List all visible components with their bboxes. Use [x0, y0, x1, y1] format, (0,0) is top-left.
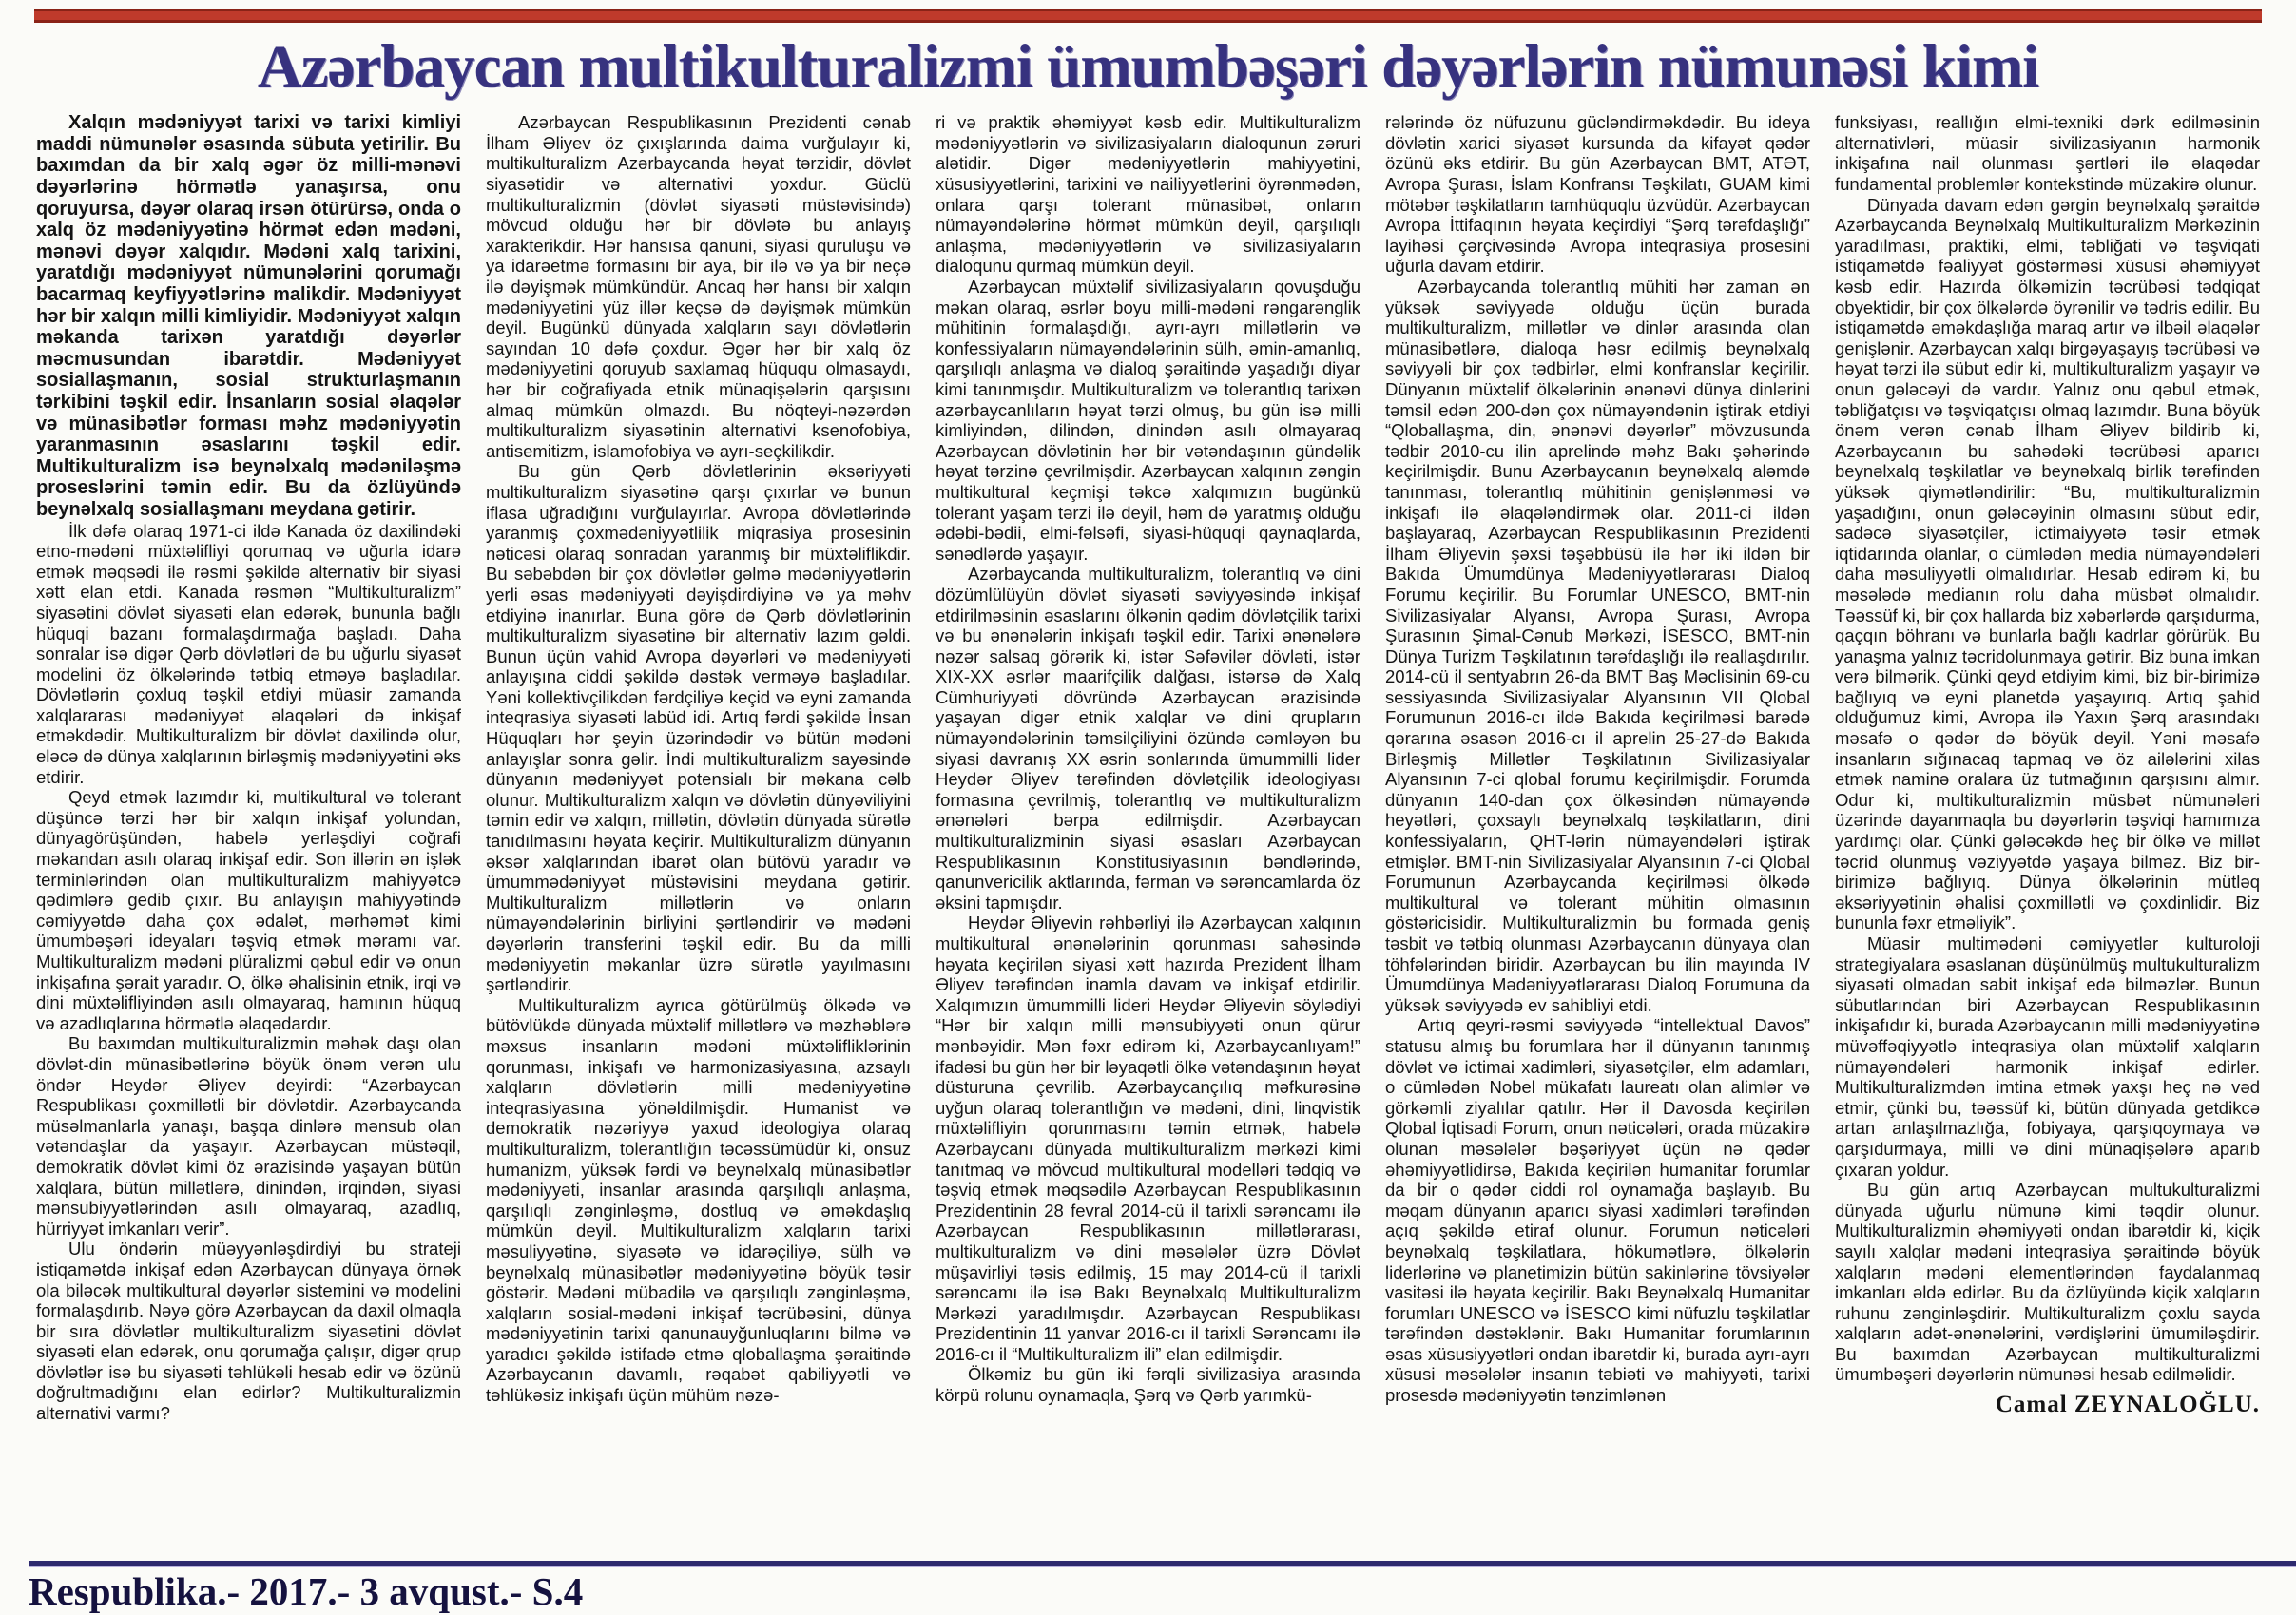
paragraph: Heydər Əliyevin rəhbərliyi ilə Azərbaycan xalqının multikultural ənənələrinin qorunması sahəsində həyata keçirilən siyasi xətt hazırda Prezident İlham Əliyev tərəfindən inamla davam və inkişaf etdirilir. Xalqımızın ümummilli lideri Heydər Əliyevin söylədiyi “Hər bir xalqın milli mənsubiyyəti onun qürur mənbəyidir. Mən fəxr edirəm ki, Azərbaycanlıyam!” ifadəsi bu gün hər bir ləyaqətli ölkə vətəndaşının həyat düsturuna çevrilib. Azərbaycançılıq məfkurəsinə uyğun olaraq tolerantlığın və mədəni, dini, linqvistik müxtəlifliyin qorunmasını təmin etmək, habelə Azərbaycanı dünyada multikulturalizm mərkəzi kimi tanıtmaq və mövcud multikultural modelləri tədqiq və təşviq etmək məqsədilə Azərbaycan Respublikasının Prezidentinin 28 fevral 2014-cü il tarixli sərəncamı ilə Azərbaycan Respublikasının millətlərarası, multikulturalizm və dini məsələlər üzrə Dövlət müşavirliyi təsis edilmiş, 15 may 2014-cü il tarixli sərəncamı ilə isə Bakı Beynəlxalq Multikulturalizm Mərkəzi yaradılmışdır. Azərbaycan Respublikası Prezidentinin 11 yanvar 2016-cı il tarixli Sərəncamı ilə 2016-cı il “Multikulturalizm ili” elan edilmişdir. [936, 913, 1360, 1364]
paragraph: Azərbaycanda multikulturalizm, tolerantlıq və dini dözümlülüyün dövlət siyasəti səviyyəsində inkişaf etdirilməsinin əsaslarını ölkənin qədim dövlətçilik tarixi və bu ənənələrin inkişafı təşkil edir. Tarixi ənənələrə nəzər salsaq görərik ki, istər Səfəvilər dövləti, istər XIX-XX əsrlər maarifçilik dalğası, istərsə də Xalq Cümhuriyyəti dövründə Azərbaycan ərazisində yaşayan digər etnik xalqlar və dini qrupların nümayəndələrinin təmsilçiliyini özündə cəmləyən bu siyasi davranış XX əsrin sonlarında ümummilli lider Heydər Əliyev tərəfindən dövlətçilik ideologiyası formasına çevrilmiş, tolerantlıq və multikulturalizm ənənələri bərpa edilmişdir. Azərbaycan multikulturalizminin siyasi əsasları Azərbaycan Respublikasının Konstitusiyasının bəndlərində, qanunvericilik aktlarında, fərman və sərəncamlarda öz əksini tapmışdır. [936, 564, 1360, 913]
paragraph: Azərbaycanda tolerantlıq mühiti hər zaman ən yüksək səviyyədə olduğu üçün burada multikulturalizm, millətlər və dinlər arasında olan münasibətlərə, dialoqa həsr edilmiş beynəlxalq səviyyəli bir çox tədbirlər, elmi konfranslar keçirilir. Dünyanın müxtəlif ölkələrinin ənənəvi dünya dinlərini təmsil edən 200-dən çox nümayəndənin iştirak etdiyi “Qloballaşma, din, ənənəvi dəyərlər” mövzusunda tədbir 2010-cu ilin aprelində məhz Bakı şəhərində keçirilmişdir. Bunu Azərbaycanın beynəlxalq aləmdə tanınması, tolerantlıq mühitinin genişlənməsi və inkişafı ilə əlaqələndirmək olar. 2011-ci ildən başlayaraq, Azərbaycan Respublikasının Prezidenti İlham Əliyevin şəxsi təşəbbüsü ilə hər iki ildən bir Bakıda Ümumdünya Mədəniyyətlərarası Dialoq Forumu keçirilir. Bu Forumlar UNESCO, BMT-nin Sivilizasiyalar Alyansı, Avropa Şurası, Avropa Şurasının Şimal-Cənub Mərkəzi, İSESCO, BMT-nin Dünya Turizm Təşkilatının tərəfdaşlığı ilə reallaşdırılır. 2014-cü il sentyabrın 26-da BMT Baş Məclisinin 69-cu sessiyasında Sivilizasiyalar Alyansının VII Qlobal Forumunun 2016-cı ildə Bakıda keçirilməsi barədə qərarına əsasən 2016-cı il aprelin 25-27-də Bakıda Birləşmiş Millətlər Təşkilatının Sivilizasiyalar Alyansının 7-ci qlobal forumu keçirilmişdir. Forumda dünyanın 140-dan çox ölkəsindən nümayəndə heyətləri, çoxsaylı beynəlxalq təşkilatların, dini konfessiyaların, QHT-lərin nümayəndələri iştirak etmişlər. BMT-nin Sivilizasiyalar Alyansının 7-ci Qlobal Forumunun Azərbaycanda keçirilməsi ölkədə multikultural və tolerant mühitin olmasının göstəricisidir. Multikulturalizmin bu formada geniş təsbit və tətbiq olunması Azərbaycanın dünyaya olan töhfələrindən biridir. Azərbaycan bu ilin mayında IV Ümumdünya Mədəniyyətlərarası Dialoq Forumuna da yüksək səviyyədə ev sahibliyi etdi. [1385, 277, 1810, 1015]
paragraph: Multikulturalizm ayrıca götürülmüş ölkədə və bütövlükdə dünyada müxtəlif millətlərə və məzhəblərə məxsus insanların mədəni müxtəlifliklərinin qorunması, inkişafı və harmonizasiyasına, azsaylı xalqların dövlətlərin milli mədəniyyətinə inteqrasiyasına yönəldilmişdir. Humanist və demokratik nəzəriyyə yaxud ideologiya olaraq multikulturalizm, tolerantlığın təcəssümüdür ki, onsuz humanizm, yüksək fərdi və beynəlxalq münasibətlər mədəniyyəti, insanlar arasında qarşılıqlı anlaşma, qarşılıqlı zənginləşmə, dostluq və əməkdaşlıq mümkün deyil. Multikulturalizm xalqların tarixi məsuliyyətinə, siyasətə və idarəçiliyə, sülh və beynəlxalq münasibətlər mədəniyyətinə böyük təsir göstərir. Mədəni mübadilə və qarşılıqlı zənginləşmə, xalqların sosial-mədəni inkişaf təcrübəsini, dünya mədəniyyətinin tarixi qanunauyğunluqlarını bilmə və yaradıcı şəkildə istifadə etmə qloballaşma şəraitində Azərbaycanın davamlı, rəqabət qabiliyyətli və təhlükəsiz inkişafı üçün mühüm nəzə- [486, 994, 911, 1406]
paragraph: Ölkəmiz bu gün iki fərqli sivilizasiya arasında körpü rolunu oynamaqla, Şərq və Qərb yarımkü- [936, 1364, 1360, 1406]
paragraph: Qeyd etmək lazımdır ki, multikultural və tolerant düşüncə tərzi hər bir xalqın inkişaf yolundan, dünyagörüşündən, habelə yerləşdiyi coğrafi məkandan asılı olaraq inkişaf edir. Son illərin ən işlək terminlərindən olan multikulturalizm mahiyyətcə qədimlərə gedib çıxır. Bu anlayışın mahiyyətində cəmiyyətdə daha çox ədalət, mərhəmət kimi ümumbəşəri ideyaları təşviq etmək məramı var. Multikulturalizm mədəni plüralizmi qəbul edir və onun inkişafına şərait yaradır. O, ölkə əhalisinin etnik, irqi və dini müxtəlifliyindən asılı olmayaraq, hamının hüquq və azadlıqlarına hörmətlə əlaqədardır. [36, 787, 461, 1033]
column-1 [36, 112, 461, 1557]
column-5 [1835, 112, 2260, 1557]
article-headline: Azərbaycan multikulturalizmi ümumbəşəri dəyərlərin nümunəsi kimi [257, 32, 2039, 101]
paragraph-continuation: rələrində öz nüfuzunu gücləndirməkdədir. Bu ideya dövlətin xarici siyasət kursunda da kifayət qədər özünü əks etdirir. Bu gün Azərbaycan BMT, ATƏT, Avropa Şurası, İslam Konfransı Təşkilatı, GUAM kimi mötəbər təşkilatların tamhüquqlu üzvüdür. Azərbaycan Avropa İttifaqının həyata keçirdiyi “Şərq tərəfdaşlığı” layihəsi çərçivəsində Avropa inteqrasiya prosesini uğurla davam etdirir. [1385, 112, 1810, 277]
paragraph-continuation: funksiyası, reallığın elmi-texniki dərk edilməsinin alternativləri, müasir sivilizasiyanın harmonik inkişafına nail olunması şərtləri ilə əlaqədar fundamental problemlər kontekstində müzakirə olunur. [1835, 112, 2260, 195]
paragraph: Müasir multimədəni cəmiyyətlər kulturoloji strategiyalara əsaslanan düşünülmüş multukulturalizm siyasəti olmadan sabit inkişaf edə bilməzlər. Bunun sübutlarından biri Azərbaycan Respublikasının inkişafıdır ki, burada Azərbaycanın milli mədəniyyətinə müvəffəqiyyətlə inteqrasiya olan müxtəlif xalqların nümayəndələri harmonik inkişaf edirlər. Multikulturalizmdən imtina etmək yaxşı heç nə vəd etmir, çünki bu, təəssüf ki, bütün dünyada getdikcə artan anlaşılmazlığa, fobiyaya, qarşıqoymaya və qarşıdurmaya, milli və dini münaqişələrə aparıb çıxaran yoldur. [1835, 933, 2260, 1180]
paragraph-continuation: ri və praktik əhəmiyyət kəsb edir. Multikulturalizm mədəniyyətlərin və sivilizasiyaların dialoqunun zəruri alətidir. Digər mədəniyyətlərin mahiyyətini, xüsusiyyətlərini, tarixini və nailiyyətlərini öyrənmədən, onlara qarşı tolerant münasibət, onların nümayəndələrinə hörmət mümkün deyil, qarşılıqlı anlaşma, mədəniyyətlərin və sivilizasiyaların dialoqunu qurmaq mümkün deyil. [936, 112, 1360, 277]
paragraph: Bu baxımdan multikulturalizmin məhək daşı olan dövlət-din münasibətlərinə böyük önəm verən ulu öndər Heydər Əliyev deyirdi: “Azərbaycan Respublikası çoxmillətli bir dövlətdir. Azərbaycanda müsəlmanlarla yanaşı, başqa dinlərə mənsub olan vətəndaşlar da yaşayır. Azərbaycan müstəqil, demokratik dövlət kimi öz ərazisində yaşayan bütün xalqlara, bütün millətlərə, dinindən, irqindən, siyasi mənsubiyyətlərindən asılı olmayaraq, azadlıq, hürriyyət imkanları verir”. [36, 1033, 461, 1239]
paragraph: Bu gün Qərb dövlətlərinin əksəriyyəti multikulturalizm siyasətinə qarşı çıxırlar və bunun iflasa uğradığını vurğulayırlar. Avropa dövlətlərində yaranmış çoxmədəniyyətlilik miqrasiya prosesinin nəticəsi olaraq sonradan yaranmış bir müxtəliflikdir. Bu səbəbdən bir çox dövlətlər gəlmə mədəniyyətlərin yerli əsas mədəniyyəti dəyişdirdiyinə və ya məhv etdiyinə inanırlar. Buna görə də Qərb dövlətlərinin multikulturalizm siyasətinə bir alternativ lazım gəldi. Bunun üçün vahid Avropa dəyərləri və mədəniyyəti anlayışına ciddi şəkildə dəstək verməyə başladılar. Yəni kollektivçilikdən fərdçiliyə keçid və eyni zamanda inteqrasiya siyasəti labüd idi. Artıq fərdi şəkildə İnsan Hüquqları hər şeyin üzərindədir və bütün mədəni anlayışlar sonra gəlir. İndi multikulturalizm sayəsində dünyanın mədəniyyət potensialı bir məkana cəlb olunur. Multikulturalizm xalqın və dövlətin dünyəviliyini təmin edir və xalqın, millətin, dövlətin dünyada sürətlə tanıdılmasını həyata keçirir. Multikulturalizm dünyanın əksər xalqlarından ibarət olan bütövü yaradır və ümummədəniyyət müstəvisini meydana gətirir. Multikulturalizm millətlərin və onların nümayəndələrinin birliyini şərtləndirir və mədəni dəyərlərin transferini təşkil edir. Bu da milli mədəniyyətin məkanlar üzrə sürətlə yayılmasını şərtləndirir. [486, 461, 911, 995]
paragraph: Dünyada davam edən gərgin beynəlxalq şəraitdə Azərbaycanda Beynəlxalq Multikulturalizm Mərkəzinin yaradılması, praktiki, elmi, təbliğati və təşviqati istiqamətdə fəaliyyət göstərməsi xüsusi əhəmiyyət kəsb edir. Hazırda ölkəmizin təcrübəsi tədqiqat obyektidir, bir çox ölkələrdə öyrənilir və tədris edilir. Bu istiqamətdə əməkdaşlığa maraq artır və ilbəil əlaqələr genişlənir. Azərbaycan xalqı birgəyaşayış təcrübəsi və həyat tərzi ilə sübut edir ki, multikulturalizm yaşayır və onun gələcəyi də vardır. Yalnız onu qəbul etmək, təbliğatçısı və təşviqatçısı olmaq lazımdır. Buna böyük önəm verən cənab İlham Əliyev bildirib ki, Azərbaycanın bu sahədəki təcrübəsi aparıcı beynəlxalq təşkilatlar və beynəlxalq birlik tərəfindən yüksək qiymətləndirilir: “Bu, multikulturalizmin yaşadığını, onun gələcəyinin olmasını sübut edir, sadəcə siyasətçilər, ictimaiyyətə təsir etmək iqtidarında olanlar, o cümlədən media nümayəndələri daha məsuliyyətli olmalıdırlar. Hesab edirəm ki, bu məsələdə medianın rolu daha müsbət olmalıdır. Təəssüf ki, bir çox hallarda biz xəbərlərdə qarşıdurma, qaçqın böhranı və bunlarla bağlı kadrlar görürük. Bu yanaşma yalnız təcridolunmaya gətirir. Biz buna imkan verə bilmərik. Çünki qeyd etdiyim kimi, biz bir-birimizə bağlıyıq və eyni planetdə yaşayırıq. Artıq şahid olduğumuz kimi, Avropa ilə Yaxın Şərq arasındakı məsafə o qədər də böyük deyil. Yəni məsafə insanların sığınacaq tapmaq və öz ailələrini xilas etmək naminə oralara üz tutmağının qarşısını almır. Odur ki, multikulturalizmin müsbət nümunələri üzərində dayanmaqla bu dəyərlərin təşviqi hamımıza yardımçı olar. Çünki gələcəkdə heç bir ölkə və millət təcrid olunmuş vəziyyətdə yaşaya bilməz. Biz bir-birimizə bağlıyıq. Dünya ölkələrinin mütləq əksəriyyətinin əhalisi çoxmillətli və çoxdinlidir. Biz bununla fəxr etməliyik”. [1835, 194, 2260, 933]
paragraph: Artıq qeyri-rəsmi səviyyədə “intellektual Davos” statusu almış bu forumlara hər il dünyanın tanınmış dövlət və ictimai xadimləri, siyasətçilər, elm adamları, o cümlədən Nobel mükafatı laureatı olan alimlər və görkəmli ziyalılar qatılır. Hər il Davosda keçirilən Qlobal İqtisadi Forum, onun nəticələri, orada müzakirə olunan məsələlər bəşəriyyət üçün nə qədər əhəmiyyətlidirsə, Bakıda keçirilən humanitar forumlar da bir o qədər ciddi rol oynamağa başlayıb. Bu məqam dünyanın aparıcı siyasi xadimləri tərəfindən açıq şəkildə etiraf olunur. Forumun nəticələri beynəlxalq təşkilatlara, hökumətlərə, ölkələrin liderlərinə və planetimizin bütün sakinlərinə tövsiyələr vasitəsi ilə həyata keçirilir. Bakı Beynəlxalq Humanitar forumları UNESCO və İSESCO kimi nüfuzlu təşkilatlar tərəfindən dəstəklənir. Bakı Humanitar forumlarının əsas xüsusiyyətləri ondan ibarətdir ki, burada ayrı-ayrı xüsusi məsələlər insanın təbiəti və mahiyyəti, tarixi prosesdə mədəniyyətin tənzimlənən [1385, 1015, 1810, 1406]
top-red-rule [34, 9, 2262, 23]
paragraph: Azərbaycan müxtəlif sivilizasiyaların qovuşduğu məkan olaraq, əsrlər boyu milli-mədəni rəngarənglik mühitinin formalaşdığı, ayrı-ayrı millətlərin və konfessiyaların nümayəndələrinin sülh, əmin-amanlıq, qarşılıqlı anlaşma və dialoq şəraitində yaşadığı diyar kimi tanınmışdır. Multikulturalizm və tolerantlıq tarixən azərbaycanlıların həyat tərzi olmuş, bu gün isə milli kimliyindən, dilindən, dinindən asılı olmayaraq Azərbaycan dövlətinin hər bir vətəndaşının gündəlik həyat tərzinə çevrilmişdir. Azərbaycan xalqının zəngin multikultural keçmişi təkcə xalqımızın bugünkü tolerant yaşam tərzi ilə deyil, həm də yaratmış olduğu ədəbi-bədii, elmi-fəlsəfi, siyasi-hüquqi qaynaqlarda, sənədlərdə yaşayır. [936, 277, 1360, 564]
paragraph: Bu gün artıq Azərbaycan multukulturalizmi dünyada uğurlu nümunə kimi təqdir olunur. Multikulturalizmin əhəmiyyəti ondan ibarətdir ki, kiçik sayılı xalqlar mədəni inteqrasiya şəraitində böyük xalqların mədəni elementlərindən faydalanmaq imkanları əldə edirlər. Bu da özlüyündə kiçik xalqların ruhunu zənginləşdirir. Multikulturalizm çoxlu sayda xalqların adət-ənənələrini, vərdişlərini ümumiləşdirir. Bu baxımdan Azərbaycan multikulturalizmi ümumbəşəri dəyərlərin nümunəsi hesab edilməlidir. [1835, 1180, 2260, 1385]
column-3 [936, 112, 1360, 1557]
column-2 [486, 112, 911, 1557]
bottom-navy-rule [29, 1561, 2296, 1567]
source-citation: Respublika.- 2017.- 3 avqust.- S.4 [29, 1569, 584, 1613]
byline: Camal ZEYNALOĞLU. [1995, 1392, 2260, 1418]
paragraph: Azərbaycan Respublikasının Prezidenti cənab İlham Əliyev öz çıxışlarında daima vurğulayır ki, multikulturalizm Azərbaycanda həyat tərzidir, dövlət siyasətidir və alternativi yoxdur. Güclü multikulturalizmin (dövlət siyasəti müstəvisində) mövcud olduğu hər bir dövlətə bu anlayış xarakterikdir. Hər hansısa qanuni, siyasi quruluşu və ya idarəetmə formasını bir aya, bir ilə və ya bir neçə ilə dəyişmək mümkündür. Ancaq hər hansı bir xalqın mədəniyyətini yüz illər keçsə də dəyişmək mümkün deyil. Bugünkü dünyada xalqların sayı dövlətlərin sayından 10 dəfə çoxdur. Əgər hər bir xalq öz mədəniyyətini qoruyub saxlamaq hüququ olmasaydı, hər bir coğrafiyada etnik münaqişələrin qarşısını almaq mümkün olmazdı. Bu nöqteyi-nəzərdən multikulturalizm siyasətinin alternativi ksenofobiya, antisemitizm, islamofobiya və ayrı-seçkilikdir. [486, 112, 911, 461]
lead-paragraph: Xalqın mədəniyyət tarixi və tarixi kimliyi maddi nümunələr əsasında sübuta yetirilir. Bu baxımdan da bir xalq əgər öz milli-mənəvi dəyərlərinə hörmətlə yanaşırsa, onu qoruyursa, dəyər olaraq irsən ötürürsə, onda o xalq öz mədəniyyətinə hörmət edən mədəni, mənəvi dəyər xalqıdır. Mədəni xalq tarixini, yaratdığı mədəniyyət nümunələrini qorumağı bacarmaq keyfiyyətlərinə malikdir. Mədəniyyət hər bir xalqın milli kimliyidir. Mədəniyyət xalqın məkanda tarixən yaratdığı dəyərlər məcmusundan ibarətdir. Mədəniyyət sosiallaşmanın, sosial strukturlaşmanın tərkibini təşkil edir. İnsanların sosial əlaqələr və münasibətlər forması məhz mədəniyyətin yaranmasının əsaslarını təşkil edir. Multikulturalizm isə beynəlxalq mədəniləşmə proseslərini təmin edir. Bu da özlüyündə beynəlxalq sosiallaşmanı meydana gətirir. [36, 112, 461, 520]
column-4 [1385, 112, 1810, 1557]
paragraph: Ulu öndərin müəyyənləşdirdiyi bu strateji istiqamətdə inkişaf edən Azərbaycan dünyaya örnək ola biləcək multikultural dəyərlər sistemini və modelini formalaşdırıb. Nəyə görə Azərbaycan da daxil olmaqla bir sıra dövlətlər multikulturalizm siyasətini dövlət siyasəti elan edərək, onu qorumağa çalışır, digər qrup dövlətlər isə bu siyasəti təhlükəli hesab edir və özünü doğrultmadığını elan edirlər? Multikulturalizmin alternativi varmı? [36, 1239, 461, 1424]
article-body [36, 112, 2260, 1557]
paragraph: İlk dəfə olaraq 1971-ci ildə Kanada öz daxilindəki etno-mədəni müxtəlifliyi qorumaq və uğurla idarə etmək məqsədi ilə rəsmi şəkildə alternativ bir siyasi xətt elan etdi. Kanada rəsmən “Multikulturalizm” siyasətini dövlət siyasəti elan edərək, bununla bağlı hüquqi bazanı formalaşdırmağa başladı. Daha sonralar isə digər Qərb dövlətləri də bu uğurlu siyasət modelini öz ölkələrində tətbiq etməyə başladılar. Dövlətlərin çoxluq təşkil etdiyi müasir zamanda xalqlararası mədəniyyət əlaqələri də inkişaf etməkdədir. Multikulturalizm bir dövlət daxilində olur, eləcə də dünya xalqlarının birləşmiş mədəniyyətini əks etdirir. [36, 520, 461, 787]
